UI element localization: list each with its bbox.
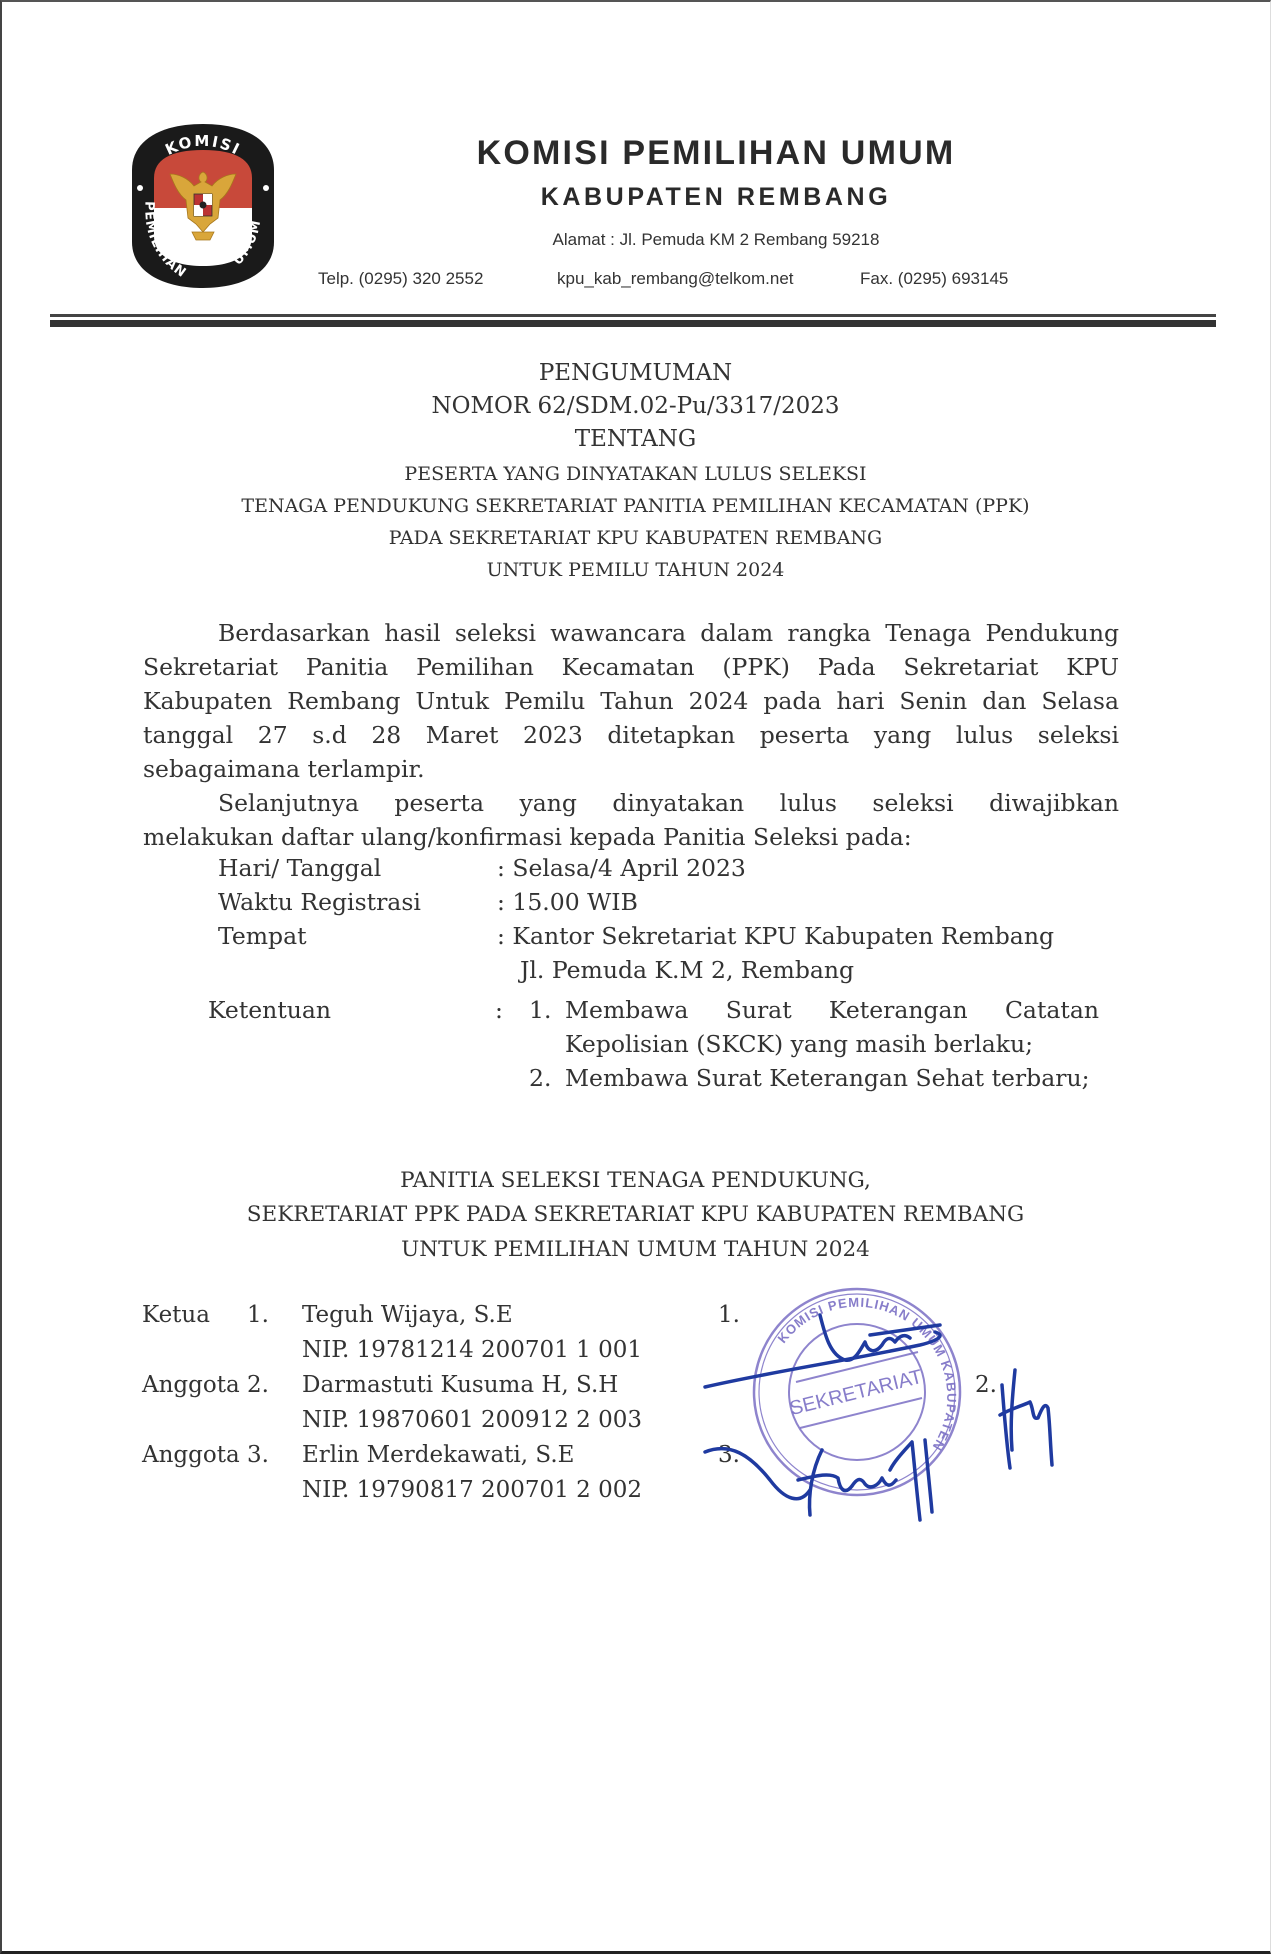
- term-number: 1.: [529, 996, 552, 1024]
- paragraph-2: [143, 786, 1119, 854]
- doc-about: TENTANG: [574, 426, 697, 452]
- logo-text-left: PEMILIHAN: [141, 200, 190, 282]
- member-role: Anggota: [142, 1372, 240, 1398]
- signature-number: 3.: [718, 1442, 740, 1468]
- committee-heading-line: UNTUK PEMILIHAN UMUM TAHUN 2024: [401, 1237, 870, 1262]
- signature-1: [705, 1315, 940, 1387]
- letterhead-subtitle: KABUPATEN REMBANG: [540, 183, 892, 211]
- member-number: 3.: [247, 1442, 269, 1468]
- letterhead-fax: Fax. (0295) 693145: [860, 269, 1009, 288]
- member-role: Ketua: [142, 1302, 210, 1328]
- place-label: Tempat: [218, 922, 307, 950]
- logo-text-top: KOMISI: [162, 131, 244, 159]
- doc-subject-line: UNTUK PEMILU TAHUN 2024: [486, 559, 785, 581]
- letterhead-phone: Telp. (0295) 320 2552: [318, 269, 484, 288]
- committee-heading-line: SEKRETARIAT PPK PADA SEKRETARIAT KPU KABUPATEN REMBANG: [246, 1202, 1025, 1227]
- doc-number: NOMOR 62/SDM.02-Pu/3317/2023: [431, 393, 840, 419]
- member-number: 1.: [247, 1302, 269, 1328]
- term-number: 2.: [529, 1064, 552, 1092]
- term-text: Membawa Surat Keterangan Catatan: [565, 996, 1099, 1024]
- date-value: : Selasa/4 April 2023: [497, 854, 746, 882]
- member-name: Erlin Merdekawati, S.E: [302, 1442, 575, 1468]
- place-value-line-2: Jl. Pemuda K.M 2, Rembang: [520, 956, 855, 984]
- term-text: Kepolisian (SKCK) yang masih berlaku;: [565, 1030, 1034, 1058]
- member-role: Anggota: [142, 1442, 240, 1468]
- terms-label: Ketentuan: [208, 996, 332, 1024]
- member-nip: NIP. 19781214 200701 1 001: [302, 1337, 642, 1363]
- letterhead-email: kpu_kab_rembang@telkom.net: [557, 269, 794, 288]
- signature-number: 1.: [718, 1302, 740, 1328]
- paragraph-line: tanggal 27 s.d 28 Maret 2023 ditetapkan peserta yang lulus seleksi: [143, 721, 1119, 749]
- doc-type: PENGUMUMAN: [538, 360, 733, 386]
- doc-subject-line: PESERTA YANG DINYATAKAN LULUS SELEKSI: [404, 463, 867, 485]
- doc-subject-line: TENAGA PENDUKUNG SEKRETARIAT PANITIA PEMILIHAN KECAMATAN (PPK): [241, 495, 1030, 517]
- signature-number: 2.: [975, 1372, 997, 1398]
- letterhead-rule-thick: [50, 320, 1216, 327]
- paragraph-line: Sekretariat Panitia Pemilihan Kecamatan (PPK) Pada Sekretariat KPU: [143, 653, 1119, 681]
- term-text: Membawa Surat Keterangan Sehat terbaru;: [565, 1064, 1090, 1092]
- date-label: Hari/ Tanggal: [218, 854, 382, 882]
- letterhead-address: Alamat : Jl. Pemuda KM 2 Rembang 59218: [552, 230, 880, 249]
- time-label: Waktu Registrasi: [218, 888, 421, 916]
- signature-3: [705, 1440, 932, 1520]
- paragraph-line: Berdasarkan hasil seleksi wawancara dalam rangka Tenaga Pendukung: [218, 619, 1119, 647]
- letterhead-rule-thin: [50, 314, 1216, 317]
- signature-2: [1000, 1370, 1052, 1468]
- paragraph-line: sebagaimana terlampir.: [143, 755, 425, 783]
- paragraph-line: melakukan daftar ulang/konfirmasi kepada Panitia Seleksi pada:: [143, 823, 912, 851]
- paragraph-1: [143, 616, 1119, 786]
- kpu-logo: [128, 122, 278, 290]
- doc-subject-line: PADA SEKRETARIAT KPU KABUPATEN REMBANG: [388, 527, 883, 549]
- time-value: : 15.00 WIB: [497, 888, 638, 916]
- paragraph-line: Kabupaten Rembang Untuk Pemilu Tahun 2024 pada hari Senin dan Selasa: [143, 687, 1119, 715]
- committee-heading-line: PANITIA SELEKSI TENAGA PENDUKUNG,: [400, 1168, 871, 1193]
- paragraph-line: Selanjutnya peserta yang dinyatakan lulus seleksi diwajibkan: [218, 789, 1119, 817]
- logo-text-right: UMUM: [230, 218, 265, 269]
- member-name: Darmastuti Kusuma H, S.H: [302, 1372, 619, 1398]
- letterhead-title: KOMISI PEMILIHAN UMUM: [476, 134, 956, 172]
- kpu-logo-emblem: [128, 122, 278, 290]
- terms-colon: :: [495, 996, 503, 1024]
- stamp-center-text: SEKRETARIAT: [787, 1365, 925, 1421]
- place-value: : Kantor Sekretariat KPU Kabupaten Rembang: [497, 922, 1055, 950]
- member-nip: NIP. 19790817 200701 2 002: [302, 1477, 642, 1503]
- member-name: Teguh Wijaya, S.E: [302, 1302, 513, 1328]
- stamp-ring-text: KOMISI PEMILIHAN UMUM KABUPATEN: [774, 1294, 960, 1454]
- member-number: 2.: [247, 1372, 269, 1398]
- handwritten-signatures: [690, 1290, 1070, 1530]
- member-nip: NIP. 19870601 200912 2 003: [302, 1407, 642, 1433]
